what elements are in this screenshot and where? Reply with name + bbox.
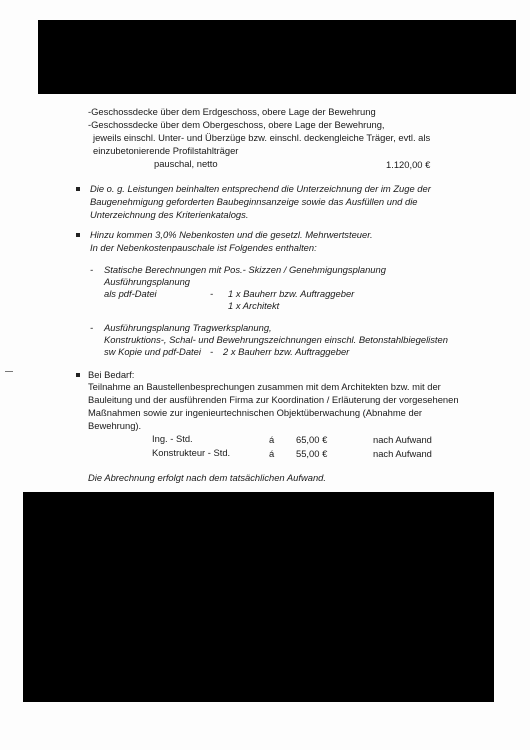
text-line: -Geschossdecke über dem Erdgeschoss, obere Lage der Bewehrung: [88, 106, 376, 117]
text-line: Hinzu kommen 3,0% Nebenkosten und die gesetzl. Mehrwertsteuer.: [90, 229, 373, 240]
text-line: Konstruktions-, Schal- und Bewehrungszeichnungen einschl. Betonstahlbiegelisten: [104, 334, 448, 345]
dash-marker: -: [210, 346, 214, 357]
bullet-marker: [76, 373, 80, 377]
rate-label: Konstrukteur - Std.: [152, 447, 231, 458]
dash-marker: -: [210, 288, 214, 299]
price-label: pauschal, netto: [154, 158, 218, 169]
text-line: Ausführungsplanung Tragwerksplanung,: [104, 322, 272, 333]
text-line: sw Kopie und pdf-Datei: [104, 346, 201, 357]
text-line: Ausführungsplanung: [104, 276, 191, 287]
section-title: Bei Bedarf:: [88, 369, 135, 380]
rate-a: á: [269, 434, 275, 445]
dash-marker: -: [90, 322, 94, 333]
distribution-line: 2 x Bauherr bzw. Auftraggeber: [223, 346, 350, 357]
rate-note: nach Aufwand: [373, 434, 432, 445]
margin-mark: [5, 371, 13, 372]
text-line: Bauleitung und der ausführenden Firma zur Koordination / Erläuterung der vorgesehenen: [88, 394, 459, 405]
rate-price: 55,00 €: [296, 448, 328, 459]
rate-note: nach Aufwand: [373, 448, 432, 459]
text-line: In der Nebenkostenpauschale ist Folgendes enthalten:: [90, 242, 317, 253]
rate-label: Ing. - Std.: [152, 433, 193, 444]
text-line: -Geschossdecke über dem Obergeschoss, obere Lage der Bewehrung,: [88, 119, 385, 130]
text-line: Bewehrung).: [88, 420, 142, 431]
rate-a: á: [269, 448, 275, 459]
price-value: 1.120,00 €: [386, 159, 431, 170]
dash-marker: -: [90, 264, 94, 275]
text-line: jeweils einschl. Unter- und Überzüge bzw. einschl. deckengleiche Träger, evtl. als: [93, 132, 431, 143]
text-line: als pdf-Datei: [104, 288, 157, 299]
rate-price: 65,00 €: [296, 434, 328, 445]
bullet-marker: [76, 187, 80, 191]
footer-note: Die Abrechnung erfolgt nach dem tatsächlichen Aufwand.: [88, 472, 326, 483]
text-line: Unterzeichnung des Kriterienkatalogs.: [90, 209, 249, 220]
distribution-line: 1 x Architekt: [228, 300, 280, 311]
text-line: Die o. g. Leistungen beinhalten entsprechend die Unterzeichnung der im Zuge der: [90, 183, 431, 194]
redacted-header-block: [38, 20, 516, 94]
text-line: Maßnahmen sowie zur ingenieurtechnischen Objektüberwachung (Abnahme der: [88, 407, 423, 418]
text-line: Statische Berechnungen mit Pos.- Skizzen / Genehmigungsplanung: [104, 264, 386, 275]
redacted-footer-block: [23, 492, 494, 702]
text-line: Baugenehmigung geforderten Baubeginnsanzeige sowie das Ausfüllen und die: [90, 196, 418, 207]
distribution-line: 1 x Bauherr bzw. Auftraggeber: [228, 288, 355, 299]
text-line: einzubetonierende Profilstahlträger: [93, 145, 239, 156]
text-line: Teilnahme an Baustellenbesprechungen zusammen mit dem Architekten bzw. mit der: [88, 381, 441, 392]
bullet-marker: [76, 233, 80, 237]
